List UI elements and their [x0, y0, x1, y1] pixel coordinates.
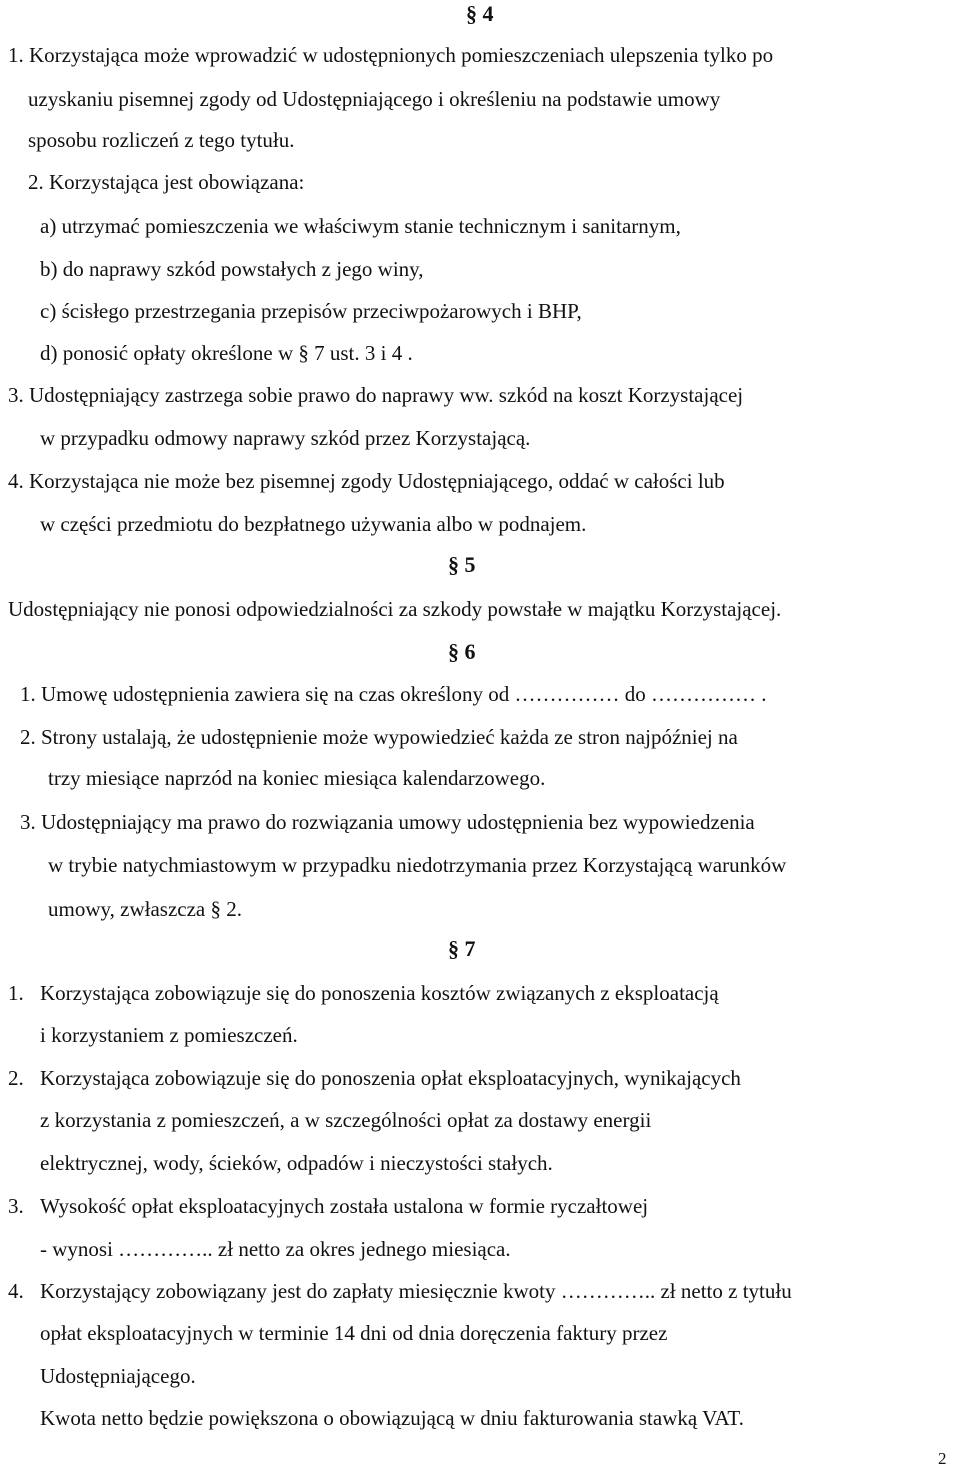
section-7-heading: § 7 — [448, 936, 476, 961]
s4-item-d: d) ponosić opłaty określone w § 7 ust. 3 i 4 . — [40, 341, 413, 365]
s7-p1-number: 1. — [8, 981, 24, 1005]
section-4-heading: § 4 — [466, 1, 494, 26]
s4-item-b: b) do naprawy szkód powstałych z jego winy, — [40, 257, 424, 281]
s7-p2-line3: elektrycznej, wody, ścieków, odpadów i nieczystości stałych. — [40, 1151, 553, 1175]
s4-p1-line2: uzyskaniu pisemnej zgody od Udostępniającego i określeniu na podstawie umowy — [28, 87, 721, 111]
section-5-heading: § 5 — [448, 552, 476, 577]
s6-p1: 1. Umowę udostępnienia zawiera się na czas określony od …………… do …………… . — [20, 682, 767, 706]
s4-item-a: a) utrzymać pomieszczenia we właściwym stanie technicznym i sanitarnym, — [40, 214, 681, 238]
s7-p2-line2: z korzystania z pomieszczeń, a w szczególności opłat za dostawy energii — [40, 1108, 652, 1132]
s6-p3-line2: w trybie natychmiastowym w przypadku niedotrzymania przez Korzystającą warunków — [48, 853, 787, 877]
s4-p2-intro: 2. Korzystająca jest obowiązana: — [28, 170, 305, 194]
s4-p1-line3: sposobu rozliczeń z tego tytułu. — [28, 128, 295, 152]
s6-p3-line1: 3. Udostępniający ma prawo do rozwiązania umowy udostępnienia bez wypowiedzenia — [20, 810, 755, 834]
section-6-heading: § 6 — [448, 639, 476, 664]
s7-p3-line2: - wynosi ………….. zł netto za okres jednego miesiąca. — [40, 1237, 511, 1261]
s5-text: Udostępniający nie ponosi odpowiedzialności za szkody powstałe w majątku Korzystającej. — [8, 597, 782, 621]
s7-p4-number: 4. — [8, 1279, 24, 1303]
s6-p3-line3: umowy, zwłaszcza § 2. — [48, 897, 242, 921]
s4-p4-line2: w części przedmiotu do bezpłatnego używania albo w podnajem. — [40, 512, 587, 536]
s7-p4-line1: Korzystający zobowiązany jest do zapłaty miesięcznie kwoty ………….. zł netto z tytułu — [40, 1279, 792, 1303]
s4-p3-line2: w przypadku odmowy naprawy szkód przez Korzystającą. — [40, 426, 531, 450]
s7-p2-number: 2. — [8, 1066, 24, 1090]
s4-item-c: c) ścisłego przestrzegania przepisów przeciwpożarowych i BHP, — [40, 299, 582, 323]
s6-p2-line2: trzy miesiące naprzód na koniec miesiąca kalendarzowego. — [48, 766, 546, 790]
s7-p3-number: 3. — [8, 1194, 24, 1218]
s7-p2-line1: Korzystająca zobowiązuje się do ponoszenia opłat eksploatacyjnych, wynikających — [40, 1066, 741, 1090]
s7-p1-line2: i korzystaniem z pomieszczeń. — [40, 1023, 298, 1047]
s4-p4-line1: 4. Korzystająca nie może bez pisemnej zgody Udostępniającego, oddać w całości lub — [8, 469, 725, 493]
s7-p1-line1: Korzystająca zobowiązuje się do ponoszenia kosztów związanych z eksploatacją — [40, 981, 719, 1005]
s7-p4-line2: opłat eksploatacyjnych w terminie 14 dni od dnia doręczenia faktury przez — [40, 1321, 668, 1345]
s4-p1-line1: 1. Korzystająca może wprowadzić w udostępnionych pomieszczeniach ulepszenia tylko po — [8, 43, 774, 67]
s7-p3-line1: Wysokość opłat eksploatacyjnych została ustalona w formie ryczałtowej — [40, 1194, 649, 1218]
s6-p2-line1: 2. Strony ustalają, że udostępnienie może wypowiedzieć każda ze stron najpóźniej na — [20, 725, 738, 749]
s7-p4-line3: Udostępniającego. — [40, 1364, 196, 1388]
page-number: 2 — [938, 1449, 947, 1468]
s7-p4-line4: Kwota netto będzie powiększona o obowiązującą w dniu fakturowania stawką VAT. — [40, 1406, 744, 1430]
s4-p3-line1: 3. Udostępniający zastrzega sobie prawo do naprawy ww. szkód na koszt Korzystającej — [8, 383, 744, 407]
